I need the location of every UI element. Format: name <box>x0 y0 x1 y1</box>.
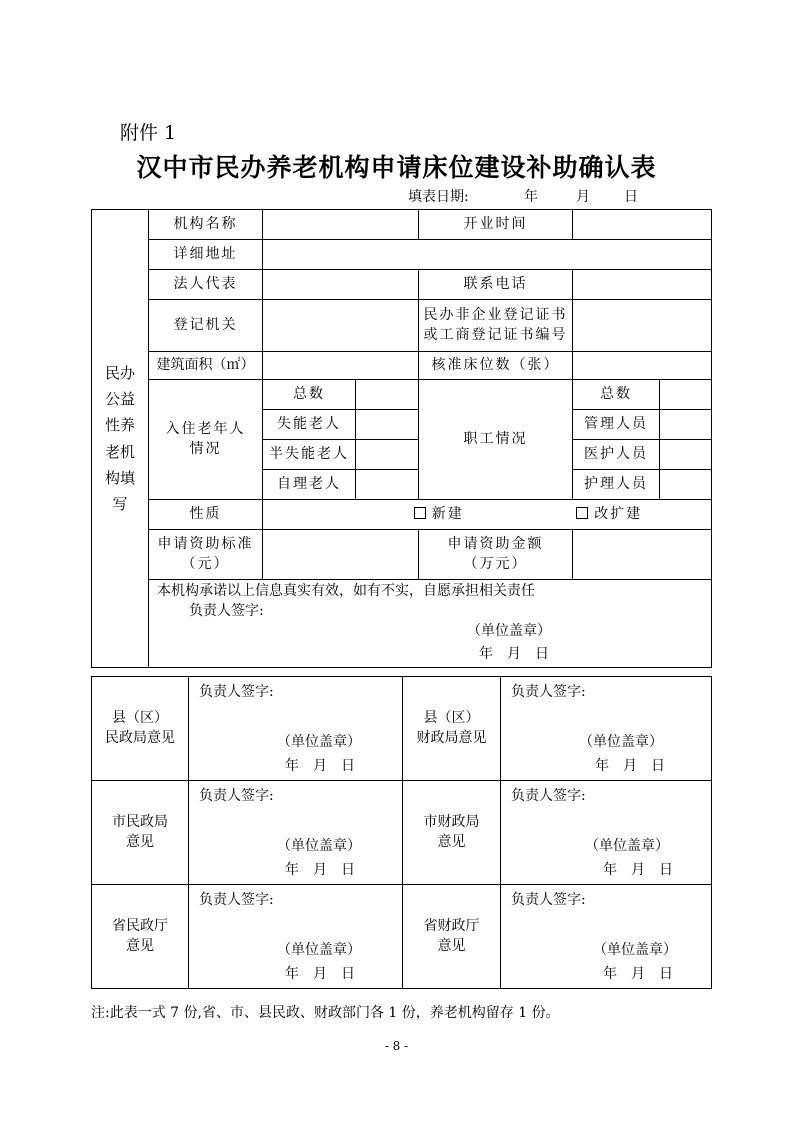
section-label: 民办公益性养老机构填写 <box>104 363 135 513</box>
address-value[interactable] <box>263 240 712 270</box>
new-build-label: 新建 <box>431 505 464 522</box>
commitment-seal-label: （单位盖章） <box>467 623 551 639</box>
staff-total-label: 总数 <box>573 380 660 410</box>
expansion-option[interactable] <box>576 506 642 522</box>
nature-options <box>263 500 712 530</box>
address-label: 详细地址 <box>149 240 263 270</box>
county-civil-affairs-label <box>92 677 189 781</box>
staff-label: 职工情况 <box>419 380 573 500</box>
contact-phone-label: 联系电话 <box>419 270 573 300</box>
subsidy-amount-label <box>419 530 573 580</box>
legal-rep-value[interactable] <box>263 270 419 300</box>
provincial-finance-opinion[interactable] <box>501 885 712 989</box>
provincial-civil-seal-label: （单位盖章） <box>277 942 361 958</box>
provincial-civil-affairs-label <box>92 885 189 989</box>
expansion-checkbox[interactable] <box>576 507 588 519</box>
city-civil-affairs-opinion[interactable] <box>189 781 403 885</box>
commitment-date-label: 年 月 日 <box>479 646 549 662</box>
new-build-option[interactable] <box>414 506 464 522</box>
expansion-label: 改扩建 <box>594 505 643 522</box>
semi-disabled-elderly-label: 半失能老人 <box>263 440 356 470</box>
new-build-checkbox[interactable] <box>414 507 426 519</box>
contact-phone-value[interactable] <box>573 270 712 300</box>
city-finance-line1: 市财政局 <box>423 813 480 830</box>
county-civil-date-label: 年 月 日 <box>285 758 355 774</box>
commitment-cell[interactable] <box>149 580 712 668</box>
nursing-staff-value[interactable] <box>660 470 712 500</box>
fill-date-label: 填表日期: <box>408 189 469 205</box>
fill-date-day: 日 <box>624 189 638 205</box>
commitment-signature-label: 负责人签字: <box>189 603 264 619</box>
provincial-finance-label <box>403 885 501 989</box>
provincial-finance-line1: 省财政厅 <box>423 917 480 934</box>
provincial-finance-seal-label: （单位盖章） <box>593 942 677 958</box>
staff-total-value[interactable] <box>660 380 712 410</box>
subsidy-standard-line2: （元） <box>181 555 230 572</box>
attachment-label: 附件 1 <box>120 122 177 144</box>
city-finance-date-label: 年 月 日 <box>603 862 673 878</box>
registration-authority-value[interactable] <box>263 300 419 352</box>
medical-staff-label: 医护人员 <box>573 440 660 470</box>
management-staff-value[interactable] <box>660 410 712 440</box>
institution-name-label: 机构名称 <box>149 210 263 240</box>
city-civil-affairs-line2: 意见 <box>126 833 154 850</box>
subsidy-standard-line1: 申请资助标准 <box>157 535 254 552</box>
approved-beds-value[interactable] <box>573 352 712 380</box>
section-label-cell <box>92 210 149 668</box>
subsidy-amount-value[interactable] <box>573 530 712 580</box>
footnote: 注:此表一式 7 份,省、市、县民政、财政部门各 1 份，养老机构留存 1 份。 <box>91 1005 560 1021</box>
elderly-total-label: 总数 <box>263 380 356 410</box>
subsidy-standard-label <box>149 530 263 580</box>
building-area-label: 建筑面积（㎡） <box>149 352 263 380</box>
county-finance-line1: 县（区） <box>423 709 480 726</box>
medical-staff-value[interactable] <box>660 440 712 470</box>
elderly-residents-label <box>149 380 263 500</box>
county-finance-date-label: 年 月 日 <box>595 758 665 774</box>
city-finance-line2: 意见 <box>437 833 466 850</box>
elderly-residents-line2: 情况 <box>189 440 222 457</box>
city-civil-seal-label: （单位盖章） <box>277 838 361 854</box>
page-number: - 8 - <box>384 1039 409 1053</box>
self-care-elderly-label: 自理老人 <box>263 470 356 500</box>
subsidy-standard-value[interactable] <box>263 530 419 580</box>
city-finance-signature-label: 负责人签字: <box>511 788 586 804</box>
provincial-civil-signature-label: 负责人签字: <box>199 892 274 908</box>
commitment-text: 本机构承诺以上信息真实有效，如有不实，自愿承担相关责任 <box>157 583 535 599</box>
county-civil-affairs-line1: 县（区） <box>112 709 168 726</box>
self-care-elderly-value[interactable] <box>356 470 419 500</box>
application-form-table <box>91 209 712 668</box>
subsidy-amount-line2: （万元） <box>463 555 528 572</box>
provincial-civil-affairs-line1: 省民政厅 <box>112 917 168 934</box>
provincial-civil-date-label: 年 月 日 <box>285 966 355 982</box>
certificate-number-value[interactable] <box>573 300 712 352</box>
registration-authority-label: 登记机关 <box>149 300 263 352</box>
certificate-number-line2: 或工商登记证书编号 <box>423 326 568 343</box>
semi-disabled-elderly-value[interactable] <box>356 440 419 470</box>
county-finance-line2: 财政局意见 <box>416 729 487 746</box>
county-finance-label <box>403 677 501 781</box>
city-civil-affairs-line1: 市民政局 <box>112 813 168 830</box>
provincial-finance-line2: 意见 <box>437 937 466 954</box>
city-finance-opinion[interactable] <box>501 781 712 885</box>
certificate-number-line1: 民办非企业登记证书 <box>423 306 568 323</box>
county-finance-seal-label: （单位盖章） <box>579 734 663 750</box>
elderly-residents-line1: 入住老年人 <box>165 420 246 437</box>
disabled-elderly-value[interactable] <box>356 410 419 440</box>
nursing-staff-label: 护理人员 <box>573 470 660 500</box>
opening-time-label: 开业时间 <box>419 210 573 240</box>
city-civil-date-label: 年 月 日 <box>285 862 355 878</box>
county-civil-affairs-line2: 民政局意见 <box>105 729 175 746</box>
disabled-elderly-label: 失能老人 <box>263 410 356 440</box>
fill-date-year: 年 <box>524 189 538 205</box>
city-finance-seal-label: （单位盖章） <box>585 838 669 854</box>
provincial-civil-affairs-opinion[interactable] <box>189 885 403 989</box>
management-staff-label: 管理人员 <box>573 410 660 440</box>
approval-opinions-table <box>91 676 712 989</box>
institution-name-value[interactable] <box>263 210 419 240</box>
county-finance-signature-label: 负责人签字: <box>511 684 586 700</box>
subsidy-amount-line1: 申请资助金额 <box>447 535 544 552</box>
legal-rep-label: 法人代表 <box>149 270 263 300</box>
provincial-finance-signature-label: 负责人签字: <box>511 892 586 908</box>
nature-label: 性质 <box>149 500 263 530</box>
county-civil-seal-label: （单位盖章） <box>277 734 361 750</box>
county-civil-affairs-opinion[interactable] <box>189 677 403 781</box>
fill-date-month: 月 <box>576 189 590 205</box>
provincial-civil-affairs-line2: 意见 <box>126 937 154 954</box>
building-area-value[interactable] <box>263 352 419 380</box>
city-civil-signature-label: 负责人签字: <box>199 788 274 804</box>
provincial-finance-date-label: 年 月 日 <box>603 966 673 982</box>
county-finance-opinion[interactable] <box>501 677 712 781</box>
elderly-total-value[interactable] <box>356 380 419 410</box>
city-civil-affairs-label <box>92 781 189 885</box>
certificate-number-label <box>419 300 573 352</box>
approved-beds-label: 核准床位数（张） <box>419 352 573 380</box>
opening-time-value[interactable] <box>573 210 712 240</box>
document-title: 汉中市民办养老机构申请床位建设补助确认表 <box>136 153 657 182</box>
county-civil-signature-label: 负责人签字: <box>199 684 274 700</box>
city-finance-label <box>403 781 501 885</box>
